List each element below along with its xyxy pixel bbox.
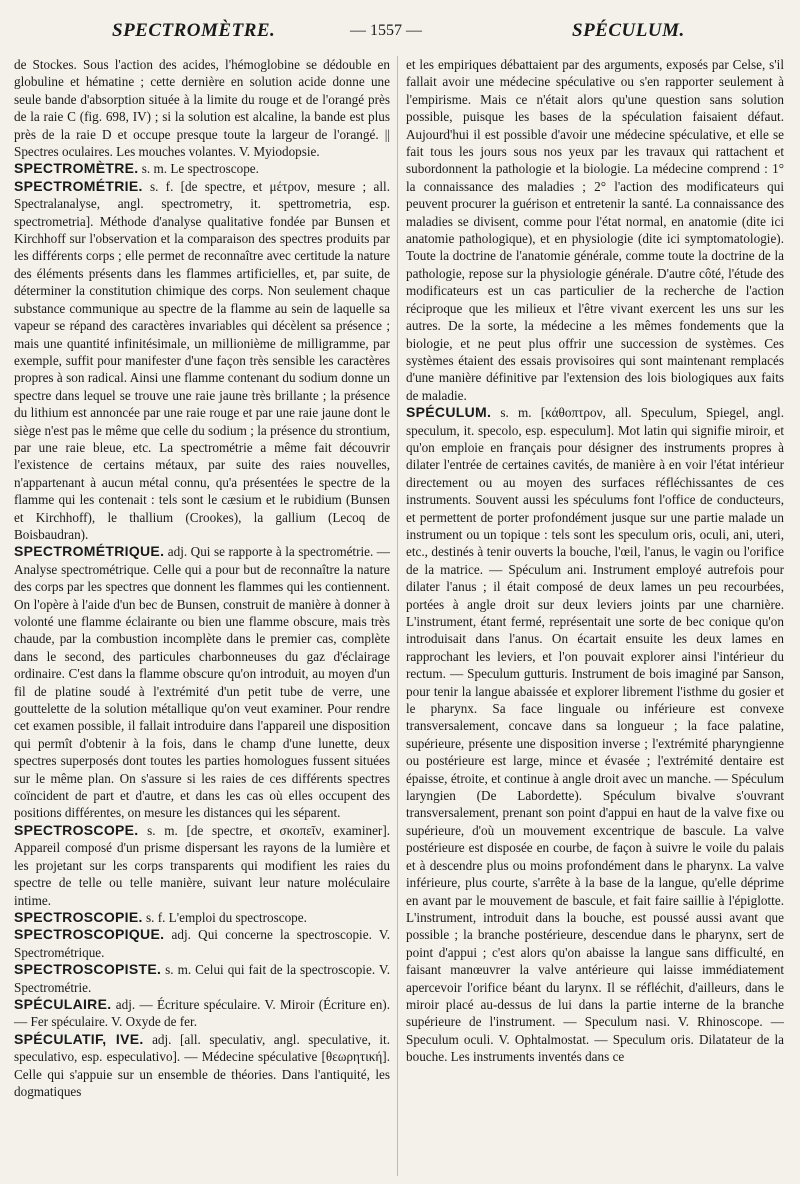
- entry-text: s. m. [de spectre, et σκοπεῖν, examiner]. Appareil composé d'un prisme dispersant les rayons de la lumière et les projetant sur les corps transparents qui modifient les raies du spectre de telle ou telle manière, suivant leur nature moléculaire intime.: [14, 822, 391, 908]
- entry-text: adj. Qui concerne la spectroscopie. V. Spectrométrique.: [14, 927, 390, 960]
- entry-headword: SPÉCULUM.: [406, 404, 492, 421]
- entry-text: s. f. [de spectre, et μέτρον, mesure ; all. Spectralanalyse, angl. spectrometry, it. spettrometria, esp. spectrometria]. Méthode d'analyse qualitative fondée par Bunsen et Kirchhoff sur l'observation et la comparaison des spectres produits par les différents corps ; elle permet de reconnaître avec certitude la nature des éléments présents dans les flammes artificielles, et, par suite, de déterminer la constitution chimique des corps. Non seulement chaque substance communique au spectre de la flamme au sein de laquelle sa vapeur se répand des caractères invariables qui décèlent sa présence ; mais une quantité infinitésimale, un millionième de milligramme, par exemple, suffit pour manifester d'une façon très sensible les caractères propres à son radical. Ainsi une flamme contenant du sodium donne un spectre dans lequel se trouve une raie jaune très brillante ; la présence du lithium est annoncée par une raie rouge et par une raie jaune dont le siège n'est pas le même que celle du sodium ; la présence du strontium, par une raie bleue, etc. La spectrométrie a même fait découvrir l'existence de certains métaux, par suite des raies nouvelles, n'appartenant à aucun métal connu, qu'a présentées le spectre de la flamme qui les contenait : tels sont le cæsium et le rubidium (Bunsen et Kirchhoff), le thallium (Crookes), la gallium (Lecoq de Boisbaudran).: [14, 178, 390, 542]
- entry-text: s. m. Celui qui fait de la spectroscopie. V. Spectrométrie.: [14, 962, 390, 995]
- right-column: [406, 56, 784, 1066]
- continued-text: [14, 56, 390, 160]
- dictionary-entry: [14, 160, 390, 177]
- page-header: [0, 20, 800, 48]
- dictionary-entry: [14, 909, 390, 926]
- dictionary-entry: [14, 1031, 390, 1101]
- entry-text: adj. [all. speculativ, angl. speculative, it. speculativo, esp. especulativo]. — Médecine spéculative [θεωρητική]. Celle qui s'appuie sur un ensemble de théories. Dans l'antiquité, les dogmatiques: [14, 1031, 390, 1099]
- dictionary-entry: [14, 961, 390, 996]
- entry-text: de Stockes. Sous l'action des acides, l'hémoglobine se dédouble en globuline et hématine ; cette dernière en solution acide donne une seule bande d'absorption située à la limite du rouge et de l'orangé près de la raie C (fig. 698, IV) ; si la solution est alcaline, la bande est plus près de la raie D et occupe presque toute la largeur de l'orangé. || Spectres oculaires. Les mouches volantes. V. Myiodopsie.: [14, 57, 390, 160]
- entry-text: adj. — Écriture spéculaire. V. Miroir (Écriture en). — Fer spéculaire. V. Oxyde de fer.: [14, 996, 390, 1030]
- entry-headword: SPÉCULATIF, IVE.: [14, 1030, 144, 1047]
- entry-text: s. f. L'emploi du spectroscope.: [145, 909, 307, 925]
- left-column: [14, 56, 390, 1100]
- entry-headword: SPECTROMÉTRIQUE.: [14, 543, 165, 560]
- page-number: — 1557 —: [350, 22, 422, 39]
- entry-headword: SPÉCULAIRE.: [14, 995, 112, 1012]
- dictionary-entry: [406, 404, 784, 1065]
- entry-headword: SPECTROSCOPIQUE.: [14, 926, 165, 943]
- entry-headword: SPECTROMÉTRIE.: [14, 177, 143, 194]
- entry-headword: SPECTROSCOPISTE.: [14, 961, 162, 978]
- dictionary-entry: [14, 996, 390, 1031]
- entry-headword: SPECTROSCOPIE.: [14, 908, 143, 925]
- entry-text: s. m. [κάθοπτρον, all. Speculum, Spiegel, angl. speculum, it. specolo, esp. especulum]. Mot latin qui signifie miroir, et qu'on emploie en français pour désigner des instruments propres à dilater l'entrée de certaines cavités, de manière à en voir l'état intérieur directement ou au moyen des surfaces réfléchissantes de ces instruments. Souvent aussi les spéculums font l'office de conducteurs, et permettent de porter profondément jusque sur une partie malade un instrument ou un topique : tels sont les speculum oris, oculi, ani, uteri, etc., destinés à tenir ouverts la bouche, l'œil, l'anus, le vagin ou l'orifice de la matrice. — Spéculum ani. Instrument employé autrefois pour dilater l'anus ; il était composé de deux lames un peu recourbées, portées à angle droit sur deux leviers joints par une charnière. L'instrument, étant fermé, représentait une sorte de bec conique qu'on introduisait dans l'anus. On écartait ensuite les deux lames en rapprochant les leviers, et l'on pouvait explorer ainsi l'intérieur du rectum. — Speculum gutturis. Instrument de bois imaginé par Sanson, pour tenir la langue abaissée et explorer librement l'isthme du gosier et le pharynx. Sa face linguale ou inférieure est convexe transversalement, concave dans sa longueur ; la face palatine, supérieure, présente une disposition inverse ; l'extrémité pharyngienne ou postérieure est large, mince et évasée ; l'extrémité dentaire est épaisse, étroite, et continue à angle droit avec un manche. — Spéculum laryngien (De Labordette). Spéculum bivalve s'ouvrant transversalement, prenant son point d'appui en haut de la valve fixe ou supérieure, d'où un mouvement excentrique de bascule. La valve postérieure est disposée en courbe, de façon à suivre le voile du palais et à descendre plus ou moins profondément dans le pharynx. La valve inférieure, plus courte, s'arrête à la base de la langue, qu'elle déprime en avant par le mouvement de bascule, et fait faire saillie à l'épiglotte. L'instrument, introduit dans la bouche, est poussé aussi avant que possible ; la branche postérieure, descendue dans le pharynx, sert de point d'appui ; c'est alors qu'on abaisse la langue sans difficulté, en faisant manœuvrer la valve antérieure qui laisse immédiatement apercevoir l'orifice béant du larynx. Il se réfléchit, d'ailleurs, dans le miroir placé au-dessus de lui dans la partie interne de la branche supérieure de l'instrument. — Speculum nasi. V. Rhinoscope. — Speculum oculi. V. Ophtalmostat. — Speculum oris. Dilatateur de la bouche. Les instruments inventés dans ce: [406, 405, 784, 1065]
- entry-text: adj. Qui se rapporte à la spectrométrie. — Analyse spectrométrique. Celle qui a pour but de reconnaître la nature des corps par les spectres que donnent les flammes qui les contiennent. On l'opère à l'aide d'un bec de Bunsen, construit de manière à donner à volonté une flamme éclairante ou bien une flamme obscure, mais très chaude, par la combustion incomplète dans le premier cas, complète dans le second, des particules charbonneuses du gaz d'éclairage ordinaire. C'est dans la flamme obscure qu'on introduit, au moyen d'un fil de platine soudé à l'extrémité d'un petit tube de verre, une gouttelette de la solution métallique qu'on veut examiner. Pour rendre cet examen possible, il fallait introduire dans l'appareil une disposition qui permît d'obtenir à la fois, dans le champ d'une lunette, deux spectres superposés dont toutes les parties homologues fussent situées sur le même plan. On s'assure si les raies de ces différents spectres coïncident de part et d'autre, et dans les cas où elles occupent des positions différentes, on mesure les distances qui les séparent.: [14, 544, 390, 821]
- dictionary-entry: [14, 926, 390, 961]
- entry-text: s. m. Le spectroscope.: [141, 161, 259, 177]
- continued-text: [406, 56, 784, 404]
- entry-headword: SPECTROMÈTRE.: [14, 160, 139, 177]
- dictionary-entry: [14, 822, 390, 909]
- dictionary-entry: [14, 178, 390, 544]
- entry-text: et les empiriques débattaient par des arguments, exposés par Celse, s'il fallait avoir une médecine spéculative ou s'en rapporter seulement à l'empirisme. Mais ce n'était alors qu'une question sans solution possible, puisque les bases de la spéculation faisaient défaut. Aujourd'hui il est possible d'avoir une médecine spéculative, et elle se fait tous les jours sous nos yeux par les travaux qui rattachent et subordonnent la pathologie et la biologie. La médecine comprend : 1° la connaissance des maladies ; 2° l'action des modificateurs qui peuvent procurer la guérison et entretenir la santé. La connaissance des maladies se divisent, comme pour l'état normal, en anatomie (dite ici anatomie pathologique), et en physiologie (dite ici symptomatologie). Toute la doctrine de l'anatomie générale, comme toute la doctrine de la pathologie, repose sur la physiologie générale. D'autre côté, l'étude des modificateurs est un cas particulier de la recherche de l'action réciproque que les milieux et l'être vivant exercent les uns sur les autres. De la sorte, la médecine a les mêmes fondements que la biologie, et ne peut plus offrir une succession de systèmes. Ces systèmes étaient des essais provisoires qui sont maintenant remplacés d'une manière définitive par l'extension des lois biologiques aux faits de maladie.: [406, 57, 784, 403]
- entry-headword: SPECTROSCOPE.: [14, 821, 139, 838]
- running-head-right: SPÉCULUM.: [572, 20, 685, 41]
- running-head-left: SPECTROMÈTRE.: [112, 20, 276, 41]
- column-divider: [397, 56, 398, 1176]
- dictionary-entry: [14, 543, 390, 822]
